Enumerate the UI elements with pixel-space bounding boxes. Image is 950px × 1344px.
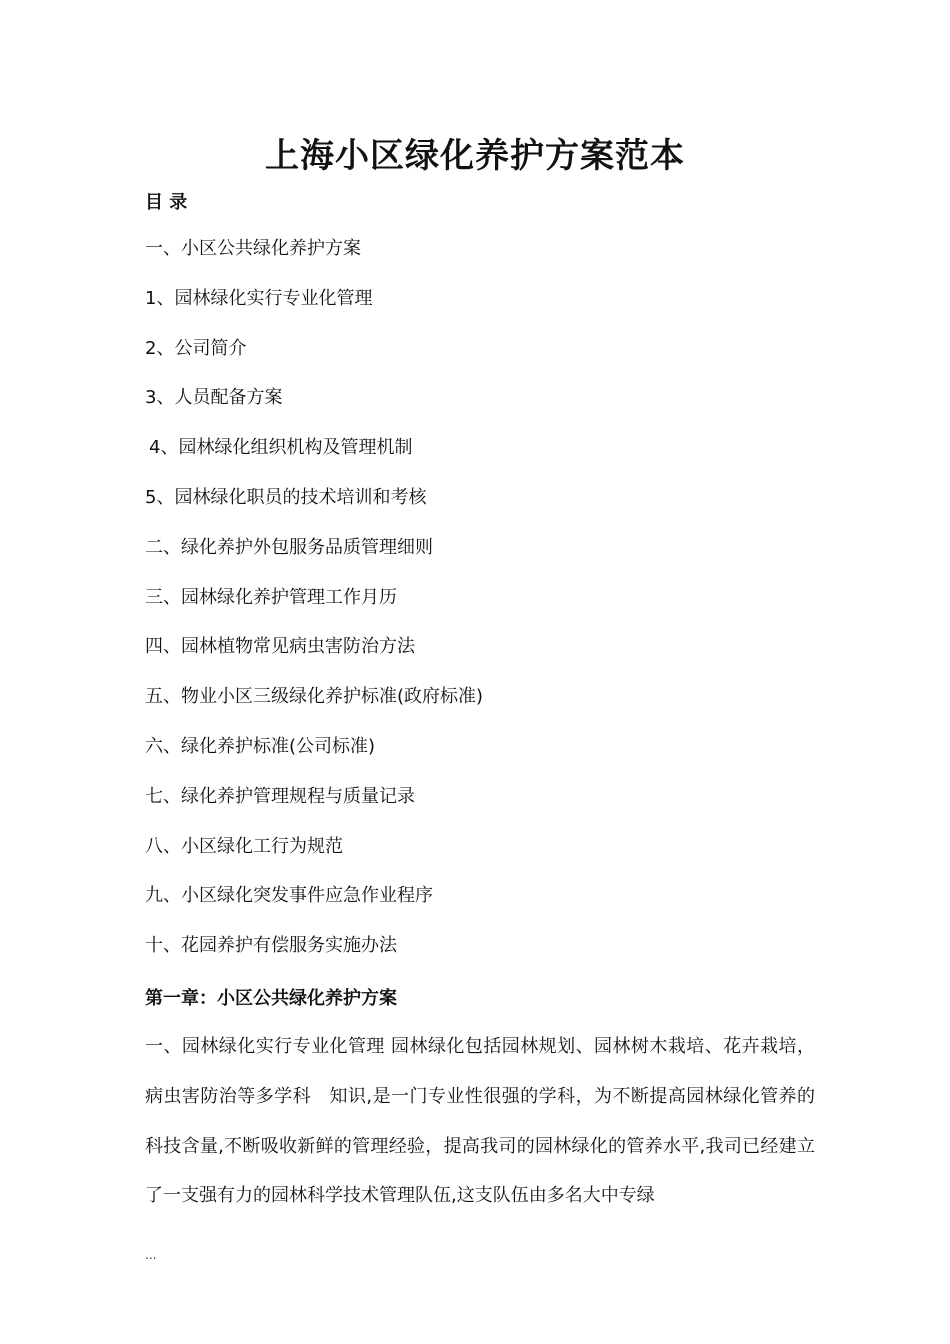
toc-heading: 目 录	[145, 192, 188, 213]
toc-item: 六、绿化养护标准(公司标准)	[145, 735, 376, 757]
toc-item: 四、园林植物常见病虫害防治方法	[145, 636, 415, 658]
toc-item: 4、园林绿化组织机构及管理机制	[149, 437, 413, 459]
chapter-heading: 第一章：小区公共绿化养护方案	[145, 988, 397, 1009]
continuation-mark: ...	[145, 1248, 157, 1262]
toc-item: 十、花园养护有偿服务实施办法	[145, 935, 397, 957]
toc-item: 1、园林绿化实行专业化管理	[145, 287, 373, 309]
toc-item: 三、园林绿化养护管理工作月历	[145, 586, 397, 608]
toc-item: 2、公司简介	[145, 337, 247, 359]
body-paragraph: 一、园林绿化实行专业化管理 园林绿化包括园林规划、园林树木栽培、花卉栽培，病虫害防治等多学科 知识,是一门专业性很强的学科，为不断提高园林绿化管养的科技含量,不断吸收新鲜的管理经验，提高我司的园林绿化的管养水平,我司已经建立了一支强有力的园林科学技术管理队伍,这支队伍由多名大中专绿	[145, 1036, 815, 1207]
toc-item: 九、小区绿化突发事件应急作业程序	[145, 885, 433, 907]
toc-item: 七、绿化养护管理规程与质量记录	[145, 785, 415, 807]
toc-item: 五、物业小区三级绿化养护标准(政府标准)	[145, 686, 484, 708]
toc-item: 八、小区绿化工行为规范	[145, 835, 343, 857]
toc-item: 一、小区公共绿化养护方案	[145, 238, 361, 259]
document-title: 上海小区绿化养护方案范本	[265, 136, 685, 176]
toc-item: 3、人员配备方案	[145, 387, 283, 409]
toc-item: 5、园林绿化职员的技术培训和考核	[145, 486, 427, 508]
toc-item: 二、绿化养护外包服务品质管理细则	[145, 536, 433, 558]
table-of-contents	[145, 237, 825, 984]
